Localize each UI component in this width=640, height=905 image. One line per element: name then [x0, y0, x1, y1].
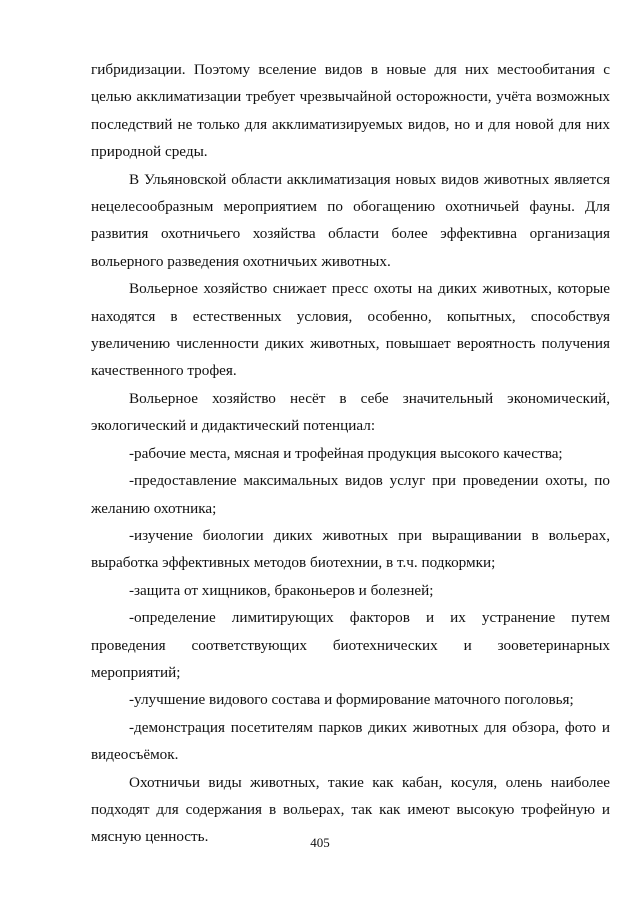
paragraph-ulyanovsk-acclimatization: В Ульяновской области акклиматизация новых видов животных является нецелесообразным мероприятием по обогащению охотничьей фауны. Для развития охотничьего хозяйства области более эффективна организация вольерного разведения охотничьих животных. — [91, 170, 610, 270]
list-item-biology-study: -изучение биологии диких животных при выращивании в вольерах, выработка эффективных методов биотехнии, в т.ч. подкормки; — [91, 526, 610, 572]
paragraph-hunting-species: Охотничьи виды животных, такие как кабан, косуля, олень наиболее подходят для содержания в вольерах, так как имеют высокую трофейную и мясную ценность. — [91, 773, 610, 846]
paragraph-hybridization: гибридизации. Поэтому вселение видов в новые для них местообитания с целью акклиматизации требует чрезвычайной осторожности, учёта возможных последствий не только для акклиматизируемых видов, но и для новой для них природной среды. — [91, 61, 610, 161]
page-number: 405 — [310, 835, 330, 850]
list-item-hunting-services: -предоставление максимальных видов услуг при проведении охоты, по желанию охотника; — [91, 472, 610, 517]
list-item-species-composition: -улучшение видового состава и формирование маточного поголовья; — [129, 691, 574, 709]
list-item-limiting-factors: -определение лимитирующих факторов и их устранение путем проведения соответствующих биотехнических и зооветеринарных мероприятий; — [91, 609, 610, 681]
page-body — [91, 56, 610, 851]
list-item-demonstration: -демонстрация посетителям парков диких животных для обзора, фото и видеосъёмок. — [91, 718, 610, 764]
list-item-jobs: -рабочие места, мясная и трофейная продукция высокого качества; — [129, 444, 563, 462]
paragraph-enclosure-benefits: Вольерное хозяйство снижает пресс охоты на диких животных, которые находятся в естественных условия, особенно, копытных, способствуя увеличению численности диких животных, повышает вероятность получения качественного трофея. — [91, 280, 610, 380]
list-item-protection: -защита от хищников, браконьеров и болезней; — [129, 581, 434, 599]
paragraph-enclosure-potential: Вольерное хозяйство несёт в себе значительный экономический, экологический и дидактический потенциал: — [91, 389, 610, 435]
